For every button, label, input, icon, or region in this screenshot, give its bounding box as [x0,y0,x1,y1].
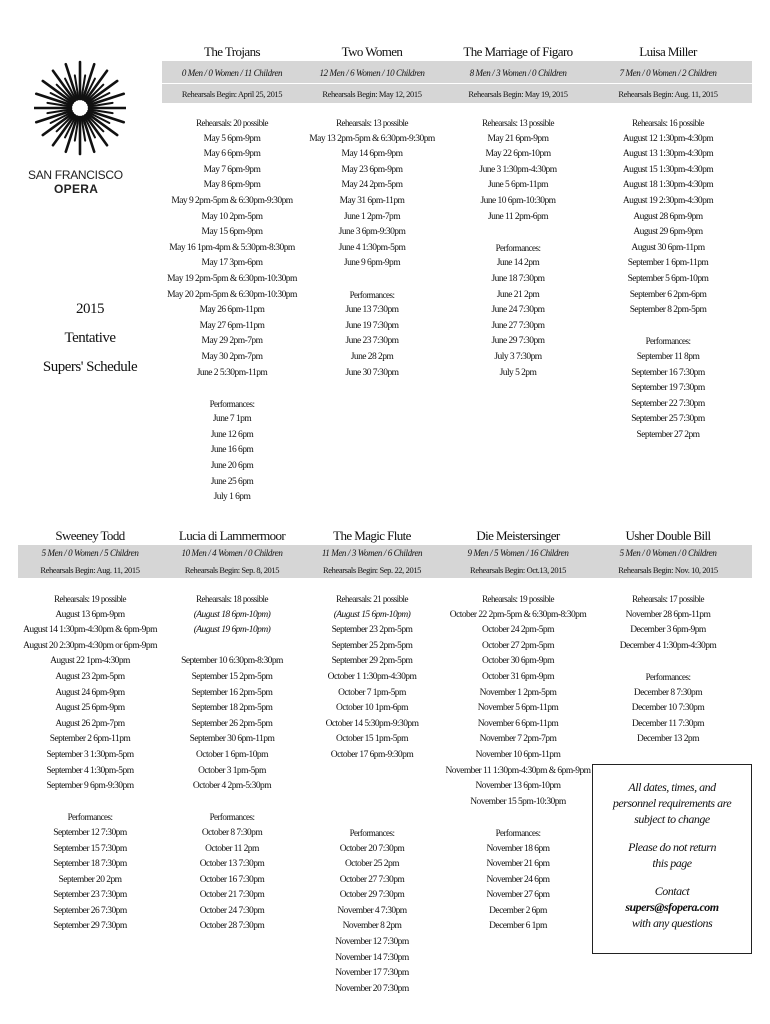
rehearsals-begin: Rehearsals Begin: April 25, 2015 [181,89,283,99]
rehearsal-date: June 5 6pm-11pm [487,180,548,191]
rehearsal-date: August 30 6pm-11pm [631,242,705,253]
performance-date: June 16 6pm [210,445,254,456]
performances-heading: Performances: [495,827,541,838]
performance-date: November 21 6pm [486,859,550,870]
rehearsals-heading: Rehearsals: 19 possible [54,594,126,604]
performance-date: June 19 7:30pm [345,320,399,331]
rehearsal-date: November 7 2pm-7pm [479,734,557,745]
rehearsal-date: May 6 6pm-9pm [203,149,261,160]
performance-date: September 15 7:30pm [53,843,127,854]
performance-date: October 13 7:30pm [199,859,265,870]
rehearsals-begin: Rehearsals Begin: Nov. 10, 2015 [618,565,718,575]
performance-date: October 29 7:30pm [339,890,405,901]
rehearsal-date: September 30 6pm-11pm [189,734,275,745]
opera-title: Usher Double Bill [625,528,711,543]
rehearsals-heading: Rehearsals: 20 possible [196,118,268,128]
performance-date: June 30 7:30pm [345,367,399,378]
performance-date: October 11 2pm [205,843,259,854]
rehearsals-heading: Rehearsals: 17 possible [632,594,704,604]
performance-date: June 12 6pm [210,429,254,440]
tentative-rehearsal: (August 18 6pm-10pm) [193,609,271,620]
performance-date: September 26 7:30pm [53,905,127,916]
performance-date: June 28 2pm [350,351,394,362]
rehearsal-date: October 14 5:30pm-9:30pm [325,718,419,729]
rehearsal-date: August 13 1:30pm-4:30pm [622,149,714,160]
rehearsal-date: November 5 6pm-11pm [477,703,559,714]
tentative-rehearsal: (August 19 6pm-10pm) [193,625,271,636]
notice-line: Please do not return [628,840,716,854]
rehearsals-heading: Rehearsals: 18 possible [196,594,268,604]
rehearsals-begin: Rehearsals Begin: May 19, 2015 [468,89,568,99]
rehearsal-date: November 28 6pm-11pm [625,609,711,620]
performance-date: June 7 1pm [212,414,252,425]
cast-counts: 11 Men / 3 Women / 6 Children [321,548,423,558]
opera-title: The Marriage of Figaro [463,44,573,59]
rehearsal-date: September 9 6pm-9:30pm [46,781,134,792]
rehearsal-date: September 2 6pm-11pm [49,734,131,745]
cast-counts: 5 Men / 0 Women / 5 Children [41,548,139,558]
rehearsals-heading: Rehearsals: 16 possible [632,118,704,128]
opera-title: The Magic Flute [333,528,411,543]
rehearsal-date: November 10 6pm-11pm [475,749,561,760]
rehearsal-date: October 24 2pm-5pm [482,625,554,636]
rehearsals-begin: Rehearsals Begin: Aug. 11, 2015 [618,89,718,99]
rehearsal-date: October 1 1:30pm-4:30pm [327,671,417,682]
performance-date: July 3 7:30pm [494,351,542,362]
rehearsal-date: October 27 2pm-5pm [482,640,554,651]
rehearsal-date: May 22 6pm-10pm [485,149,551,160]
rehearsal-date: September 18 2pm-5pm [191,703,273,714]
rehearsal-date: September 1 6pm-11pm [627,258,709,269]
opera-title: Sweeney Todd [55,528,125,543]
spacer [578,654,758,670]
rehearsals-begin: Rehearsals Begin: Sep. 22, 2015 [322,565,422,575]
rehearsal-date: August 20 2:30pm-4:30pm or 6pm-9pm [23,640,157,651]
title-line-2: Tentative [64,330,116,346]
rehearsal-date: October 30 6pm-9pm [482,656,554,667]
rehearsal-date: June 3 6pm-9:30pm [338,227,406,238]
cast-counts: 0 Men / 0 Women / 11 Children [181,68,283,78]
notice-line: Contact [654,884,690,898]
rehearsal-date: May 26 6pm-11pm [199,305,265,316]
rehearsal-date: May 9 2pm-5pm & 6:30pm-9:30pm [171,195,293,206]
performance-date: October 16 7:30pm [199,874,265,885]
rehearsal-date: August 24 6pm-9pm [55,687,125,698]
rehearsal-date: October 31 6pm-9pm [482,671,554,682]
cast-counts: 5 Men / 0 Women / 0 Children [619,548,717,558]
rehearsals-begin: Rehearsals Begin: Aug. 11, 2015 [40,565,140,575]
contact-email[interactable]: supers@sfopera.com [625,900,719,914]
rehearsal-date: December 3 6pm-9pm [630,625,706,636]
performance-date: September 16 7:30pm [631,367,705,378]
performance-date: September 22 7:30pm [631,398,705,409]
rehearsal-date: May 19 2pm-5pm & 6:30pm-10:30pm [167,273,297,284]
performance-date: September 20 2pm [58,874,122,885]
rehearsal-date: September 16 2pm-5pm [191,687,273,698]
performance-date: June 25 6pm [210,476,254,487]
performances-heading: Performances: [495,242,541,253]
rehearsal-date: August 26 2pm-7pm [55,718,125,729]
rehearsal-date: October 17 6pm-9:30pm [330,749,414,760]
rehearsal-date: November 1 2pm-5pm [479,687,557,698]
rehearsal-date: May 15 6pm-9pm [201,227,263,238]
rehearsal-date: May 24 2pm-5pm [341,180,403,191]
performance-date: December 6 1pm [489,921,547,932]
rehearsal-date: September 8 2pm-5pm [629,305,707,316]
performance-date: November 20 7:30pm [335,983,409,994]
performance-date: July 5 2pm [499,367,537,378]
performance-date: November 14 7:30pm [335,952,409,963]
rehearsals-heading: Rehearsals: 19 possible [482,594,554,604]
performance-date: November 8 2pm [342,921,402,932]
rehearsals-begin: Rehearsals Begin: Oct.13, 2015 [470,565,566,575]
rehearsals-heading: Rehearsals: 13 possible [482,118,554,128]
rehearsal-date: September 26 2pm-5pm [191,718,273,729]
rehearsal-date: September 15 2pm-5pm [191,671,273,682]
performances-heading: Performances: [67,812,113,823]
performance-date: June 29 7:30pm [491,336,545,347]
spacer [142,381,322,397]
notice-line: personnel requirements are [612,796,732,810]
rehearsal-date: June 10 6pm-10:30pm [480,195,556,206]
performance-date: November 24 6pm [486,874,550,885]
rehearsal-date: May 17 3pm-6pm [201,258,263,269]
rehearsal-date: August 19 2:30pm-4:30pm [622,195,714,206]
performance-date: September 18 7:30pm [53,859,127,870]
performance-date: September 27 2pm [636,429,700,440]
performance-date: October 25 2pm [344,859,400,870]
performance-date: September 23 7:30pm [53,890,127,901]
cast-counts: 8 Men / 3 Women / 0 Children [469,68,567,78]
performance-date: December 13 2pm [637,734,699,745]
rehearsal-date: May 7 6pm-9pm [203,164,261,175]
logo [28,52,138,196]
brand-line-1: SAN FRANCISCO [28,168,123,182]
performance-date: October 28 7:30pm [199,921,265,932]
performance-date: November 12 7:30pm [335,937,409,948]
performance-date: June 18 7:30pm [491,273,545,284]
rehearsal-date: September 25 2pm-5pm [331,640,413,651]
spacer [428,810,608,826]
rehearsal-date: June 11 2pm-6pm [487,211,548,222]
performance-date: June 20 6pm [210,461,254,472]
rehearsal-date: October 15 1pm-5pm [336,734,408,745]
performance-date: September 12 7:30pm [53,827,127,838]
rehearsal-date: August 14 1:30pm-4:30pm & 6pm-9pm [23,625,157,636]
brand-line-2: OPERA [54,182,99,196]
performance-date: September 19 7:30pm [631,383,705,394]
performance-date: October 21 7:30pm [199,890,265,901]
rehearsal-date: August 25 6pm-9pm [55,703,125,714]
cast-counts: 7 Men / 0 Women / 2 Children [619,68,717,78]
performances-heading: Performances: [645,671,691,682]
performance-date: November 17 7:30pm [335,968,409,979]
rehearsal-date: June 2 5:30pm-11pm [196,367,268,378]
performance-date: December 2 6pm [489,905,547,916]
rehearsal-date: May 23 6pm-9pm [341,164,403,175]
performance-date: June 13 7:30pm [345,305,399,316]
performance-date: November 27 6pm [486,890,550,901]
performance-date: September 11 8pm [636,351,700,362]
schedule-column [578,592,758,748]
title-year: 2015 [76,301,104,317]
performance-date: November 4 7:30pm [337,905,407,916]
performances-heading: Performances: [645,336,691,347]
rehearsal-date: August 12 1:30pm-4:30pm [622,133,714,144]
cast-counts: 10 Men / 4 Women / 0 Children [181,548,283,558]
tentative-rehearsal: (August 15 6pm-10pm) [333,609,411,620]
rehearsal-date: August 23 2pm-5pm [55,671,125,682]
rehearsal-date: November 6 6pm-11pm [477,718,559,729]
rehearsal-date: August 13 6pm-9pm [55,609,125,620]
performance-date: October 20 7:30pm [339,843,405,854]
spacer [578,319,758,335]
title-line-3: Supers' Schedule [42,359,138,375]
opera-title: Lucia di Lammermoor [178,528,286,543]
rehearsal-date: May 14 6pm-9pm [341,149,403,160]
rehearsal-date: September 6 2pm-6pm [629,289,707,300]
rehearsal-date: May 16 1pm-4pm & 5:30pm-8:30pm [169,242,295,253]
rehearsal-date: December 4 1:30pm-4:30pm [619,640,717,651]
rehearsal-date: August 22 1pm-4:30pm [50,656,130,667]
rehearsal-date: June 4 1:30pm-5pm [338,242,406,253]
rehearsal-date: May 27 6pm-11pm [199,320,265,331]
rehearsal-date: June 3 1:30pm-4:30pm [479,164,557,175]
rehearsal-date: September 23 2pm-5pm [331,625,413,636]
performances-heading: Performances: [349,289,395,300]
rehearsal-date: May 20 2pm-5pm & 6:30pm-10:30pm [167,289,297,300]
page-title [30,295,150,382]
rehearsal-date: October 7 1pm-5pm [338,687,406,698]
rehearsal-date: September 29 2pm-5pm [331,656,413,667]
rehearsal-date: September 3 1:30pm-5pm [46,749,134,760]
performances-heading: Performances: [209,398,255,409]
notice-line: this page [652,856,692,870]
rehearsal-date: November 11 1:30pm-4:30pm & 6pm-9pm [445,765,591,776]
cast-counts: 9 Men / 5 Women / 16 Children [467,548,569,558]
performance-date: June 21 2pm [496,289,540,300]
brand-name [28,168,138,196]
rehearsal-date: June 1 2pm-7pm [343,211,401,222]
opera-title: Luisa Miller [639,44,697,59]
performance-date: June 14 2pm [496,258,540,269]
schedule-column [578,116,758,443]
rehearsals-begin: Rehearsals Begin: May 12, 2015 [322,89,422,99]
rehearsal-date: May 29 2pm-7pm [201,336,263,347]
performance-date: December 8 7:30pm [633,687,703,698]
rehearsal-date: May 31 6pm-11pm [339,195,405,206]
rehearsal-date: September 5 6pm-10pm [627,273,709,284]
rehearsal-date: May 8 6pm-9pm [203,180,261,191]
notice-line: with any questions [631,916,713,930]
performance-date: December 10 7:30pm [631,703,705,714]
performance-date: November 18 6pm [486,843,550,854]
rehearsal-date: June 9 6pm-9pm [343,258,401,269]
opera-title: Two Women [341,44,403,59]
performance-date: July 1 6pm [213,492,251,503]
notice-line: All dates, times, and [628,780,716,794]
rehearsal-date: May 13 2pm-5pm & 6:30pm-9:30pm [309,133,435,144]
rehearsal-date: August 29 6pm-9pm [633,227,703,238]
performances-heading: Performances: [209,812,255,823]
rehearsal-date: August 15 1:30pm-4:30pm [622,164,714,175]
sunburst-logo-icon [34,52,126,162]
rehearsal-date: November 13 6pm-10pm [475,781,561,792]
rehearsals-heading: Rehearsals: 21 possible [336,594,408,604]
rehearsal-date: October 10 1pm-6pm [336,703,408,714]
performances-heading: Performances: [349,827,395,838]
performance-date: October 24 7:30pm [199,905,265,916]
performance-date: December 11 7:30pm [631,718,705,729]
rehearsal-date: October 1 6pm-10pm [196,749,268,760]
performance-date: October 8 7:30pm [201,827,263,838]
rehearsal-date: October 22 2pm-5pm & 6:30pm-8:30pm [449,609,587,620]
opera-title: Die Meistersinger [476,528,560,543]
rehearsal-date: May 10 2pm-5pm [201,211,263,222]
rehearsal-date: May 30 2pm-7pm [201,351,263,362]
rehearsals-begin: Rehearsals Begin: Sep. 8, 2015 [184,565,280,575]
notice-line: subject to change [634,812,710,826]
performance-date: October 27 7:30pm [339,874,405,885]
rehearsal-date: September 4 1:30pm-5pm [46,765,134,776]
cast-counts: 12 Men / 6 Women / 10 Children [319,68,425,78]
performance-date: June 24 7:30pm [491,305,545,316]
performance-date: September 25 7:30pm [631,414,705,425]
opera-title: The Trojans [204,44,260,59]
performance-date: June 23 7:30pm [345,336,399,347]
rehearsal-date: September 10 6:30pm-8:30pm [181,656,283,667]
performance-date: September 29 7:30pm [53,921,127,932]
performance-date: June 27 7:30pm [491,320,545,331]
rehearsal-date: October 4 2pm-5:30pm [192,781,272,792]
rehearsal-date: October 3 1pm-5pm [198,765,266,776]
rehearsal-date: November 15 5pm-10:30pm [470,796,566,807]
rehearsal-date: August 18 1:30pm-4:30pm [622,180,714,191]
rehearsal-date: May 5 6pm-9pm [203,133,261,144]
notice-box [592,764,752,954]
rehearsals-heading: Rehearsals: 13 possible [336,118,408,128]
rehearsal-date: May 21 6pm-9pm [487,133,549,144]
rehearsal-date: August 28 6pm-9pm [633,211,703,222]
